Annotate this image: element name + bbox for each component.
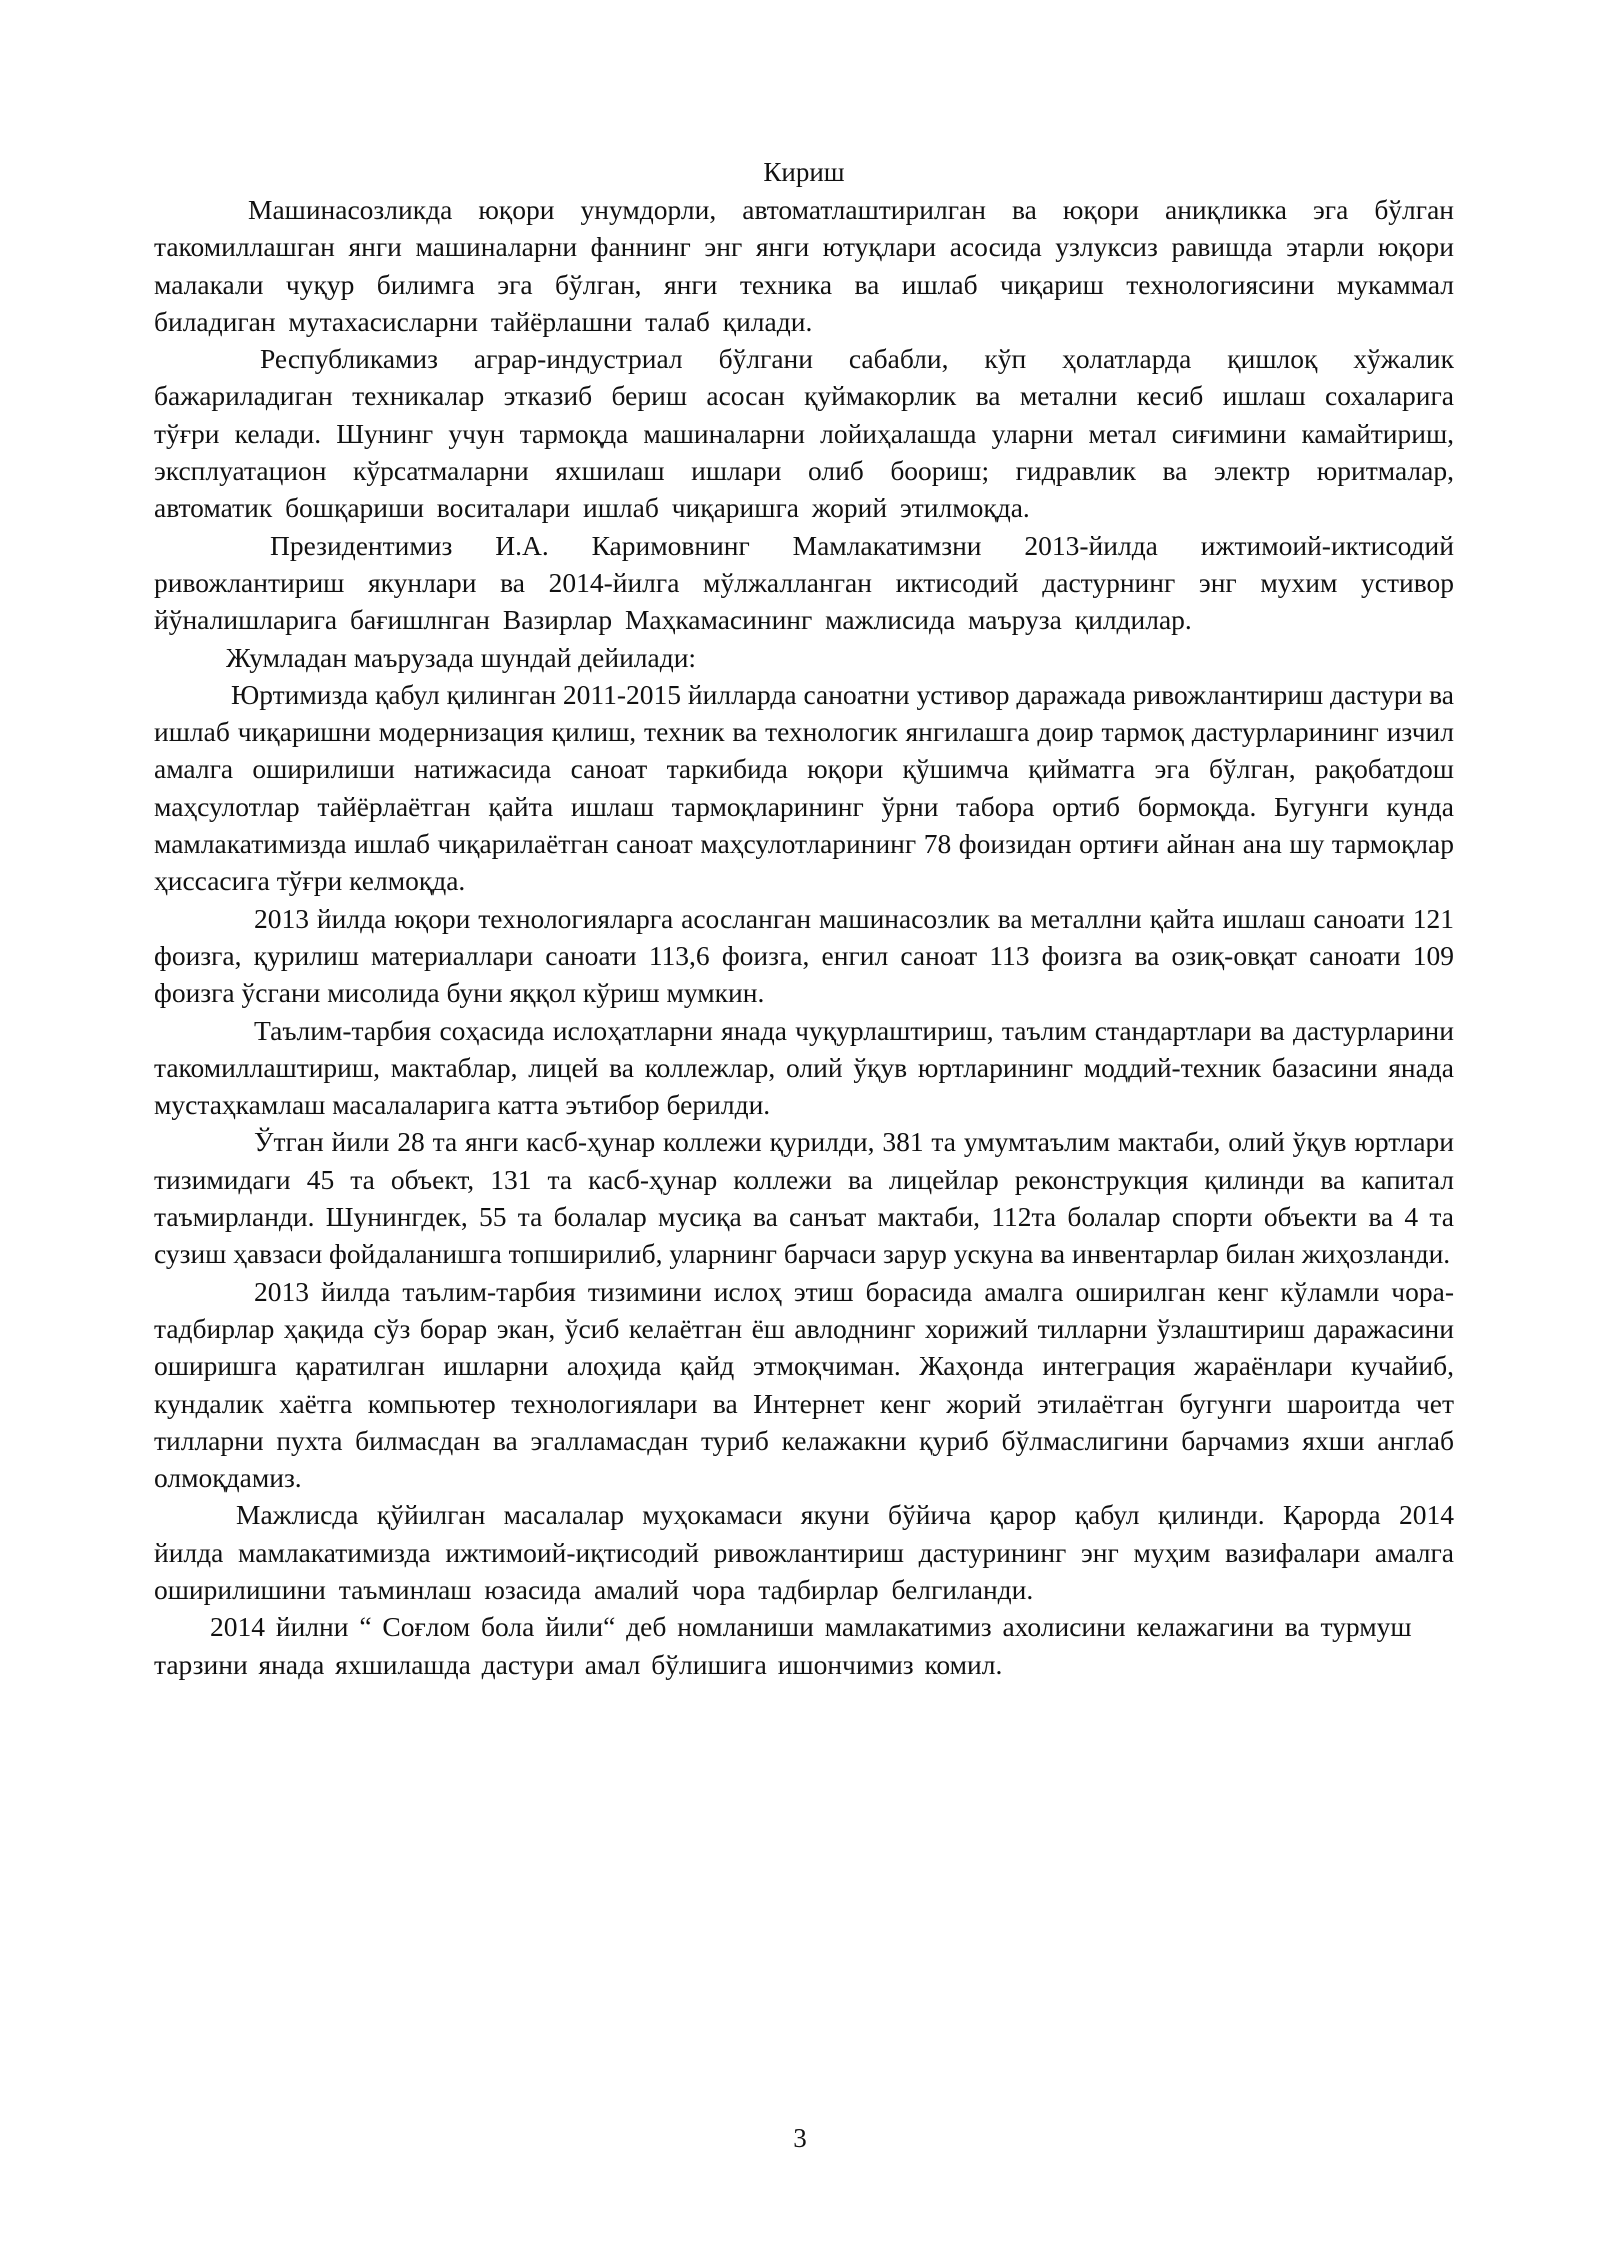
paragraph-7: Таълим-тарбия соҳасида ислоҳатларни янада чуқурлаштириш, таълим стандартлари ва дастурларини такомиллаштириш, мактаблар, лицей ва коллежлар, олий ўқув юртларининг моддий-техник базасини янада мустаҳкамлаш масалаларига катта эътибор берилди.	[154, 1014, 1454, 1121]
paragraph-10: Мажлисда қўйилган масалалар муҳокамаси якуни бўйича қарор қабул қилинди. Қарорда 2014 йилда мамлакатимизда ижтимоий-иқтисодий ривожлантириш дастурининг энг муҳим вазифалари амалга оширилишини таъминлаш юзасида амалий чора тадбирлар белгиланди.	[154, 1499, 1454, 1605]
paragraph-3: Президентимиз И.А. Каримовнинг Мамлакатимзни 2013-йилда ижтимоий-иктисодий ривожлантириш якунлари ва 2014-йилга мўлжалланган иктисодий дастурнинг энг мухим устивор йўналишларига бағишлнган Вазирлар Маҳкамасининг мажлисида маъруза қилдилар.	[154, 529, 1454, 636]
paragraph-8: Ўтган йили 28 та янги касб-ҳунар коллежи қурилди, 381 та умумтаълим мактаби, олий ўқув юртлари тизимидаги 45 та объект, 131 та касб-ҳунар коллежи ва лицейлар реконструкция қилинди ва капитал таъмирланди. Шунингдек, 55 та болалар мусиқа ва санъат мактаби, 112та болалар спорти объекти ва 4 та сузиш ҳавзаси фойдаланишга топширилиб, уларнинг барчаси зарур ускуна ва инвентарлар билан жиҳозланди.	[154, 1126, 1454, 1270]
paragraph-9: 2013 йилда таълим-тарбия тизимини ислоҳ этиш борасида амалга оширилган кенг кўламли чора-тадбирлар ҳақида сўз борар экан, ўсиб келаётган ёш авлоднинг хорижий тилларни ўзлаштириш даражасини оширишга қаратилган ишларни алоҳида қайд этмоқчиман. Жаҳонда интеграция жараёнлари кучайиб, кундалик хаётга компьютер технологиялари ва Интернет кенг жорий этилаётган бугунги шароитда чет тилларни пухта билмасдан ва эгалламасдан туриб келажакни қуриб бўлмаслигини барчамиз яхши англаб олмоқдамиз.	[154, 1275, 1454, 1494]
paragraph-6: 2013 йилда юқори технологияларга асосланган машинасозлик ва металлни қайта ишлаш саноати 121 фоизга, қурилиш материаллари саноати 113,6 фоизга, енгил саноат 113 фоизга ва озиқ-овқат саноати 109 фоизга ўсгани мисолида буни яққол кўриш мумкин.	[154, 902, 1454, 1009]
paragraph-5: Юртимизда қабул қилинган 2011-2015 йилларда саноатни устивор даражада ривожлантириш дастури ва ишлаб чиқаришни модернизация қилиш, техник ва технологик янгилашга доир тармоқ дастурларининг изчил амалга оширилиши натижасида саноат таркибида юқори қўшимча қийматга эга бўлган, рақобатдош маҳсулотлар тайёрлаётган қайта ишлаш тармоқларининг ўрни табора ортиб бормоқда. Бугунги кунда мамлакатимизда ишлаб чиқарилаётган саноат маҳсулотларининг 78 фоизидан ортиғи айнан ана шу тармоқлар ҳиссасига тўғри келмоқда.	[154, 678, 1454, 897]
paragraph-1: Машинасозликда юқори унумдорли, автоматлаштирилган ва юқори аниқликка эга бўлган такомиллашган янги машиналарни фаннинг энг янги ютуқлари асосида узлуксиз равишда этарли юқори малакали чуқур билимга эга бўлган, янги техника ва ишлаб чиқариш технологиясини мукаммал биладиган мутахасисларни тайёрлашни талаб қилади.	[154, 194, 1454, 337]
page-number: 3	[793, 2123, 807, 2153]
document-body	[154, 154, 1454, 1683]
page-title: Кириш	[763, 157, 845, 187]
paragraph-11: 2014 йилни “ Соғлом бола йили“ деб номланиши мамлакатимиз ахолисини келажагини ва турмуш тарзини янада яхшилашда дастури амал бўлишига ишончимиз комил.	[154, 1611, 1412, 1680]
paragraph-2: Республикамиз аграр-индустриал бўлгани сабабли, кўп ҳолатларда қишлоқ хўжалик бажариладиган техникалар этказиб бериш асосан қуймакорлик ва метални кесиб ишлаш сохаларига тўғри келади. Шунинг учун тармоқда машиналарни лойиҳалашда уларни метал сиғимини камайтириш, эксплуатацион кўрсатмаларни яхшилаш ишлари олиб боориш; гидравлик ва электр юритмалар, автоматик бошқариши воситалари ишлаб чиқаришга жорий этилмоқда.	[154, 343, 1454, 524]
paragraph-4: Жумладан маърузада шундай дейилади:	[226, 641, 697, 673]
